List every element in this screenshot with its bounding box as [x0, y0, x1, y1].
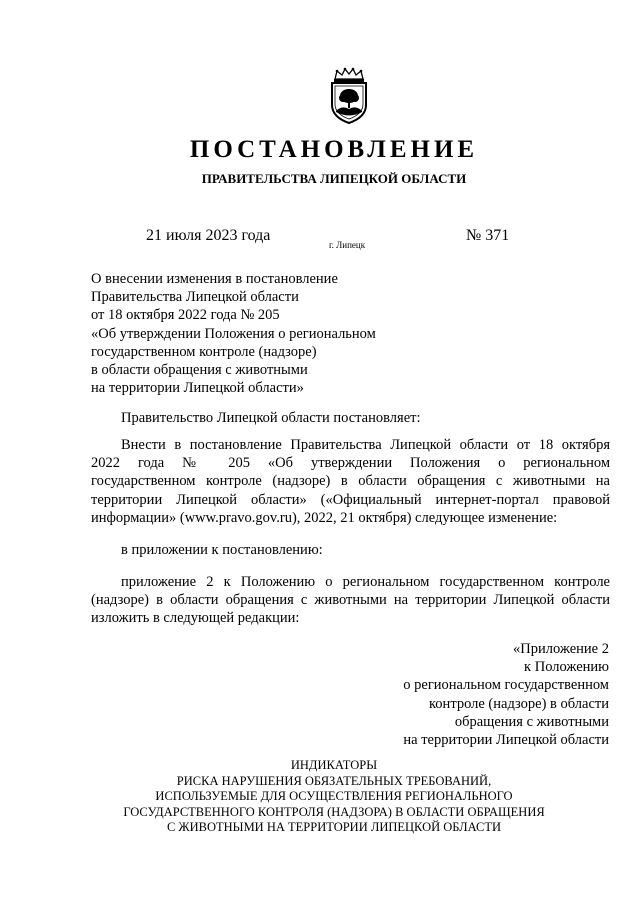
paragraph-line: в приложении к постановлению: — [121, 542, 323, 558]
heading-line: от 18 октября 2022 года № 205 — [91, 307, 280, 324]
amendment-paragraph — [91, 436, 610, 527]
appendix-line: «Приложение 2 — [513, 641, 609, 657]
heading-line: Правительства Липецкой области — [91, 289, 299, 306]
paragraph-line: информации» (www.pravo.gov.ru), 2022, 21 октября) следующее изменение: — [91, 509, 558, 526]
annex-paragraph — [91, 541, 610, 559]
paragraph-line: (надзоре) в области обращения с животными на территории Липецкой области — [91, 592, 610, 609]
decree-heading — [91, 270, 376, 397]
indicators-line: ИНДИКАТОРЫ — [290, 758, 378, 772]
heading-line: «Об утверждении Положения о региональном — [91, 325, 376, 342]
decree-statement — [91, 409, 610, 427]
appendix-line: на территории Липецкой области — [403, 732, 609, 749]
indicators-line: РИСКА НАРУШЕНИЯ ОБЯЗАТЕЛЬНЫХ ТРЕБОВАНИЙ, — [176, 773, 492, 788]
indicators-line: ГОСУДАРСТВЕННОГО КОНТРОЛЯ (НАДЗОРА) В ОБЛАСТИ ОБРАЩЕНИЯ — [123, 804, 545, 819]
paragraph-line: территории Липецкой области» («Официальный интернет-портал правовой — [91, 491, 610, 508]
appendix-line: о региональном государственном — [403, 677, 609, 694]
paragraph-line: Внести в постановление Правительства Липецкой области от 18 октября — [121, 437, 610, 453]
document-date: 21 июля 2023 года — [146, 227, 271, 244]
heading-line: О внесении изменения в постановление — [91, 271, 338, 287]
document-subtitle: ПРАВИТЕЛЬСТВА ЛИПЕЦКОЙ ОБЛАСТИ — [201, 171, 467, 186]
appendix-reference — [403, 640, 609, 749]
decree-statement-text: Правительство Липецкой области постановляет: — [121, 410, 421, 426]
heading-line: в области обращения с животными — [91, 362, 308, 379]
paragraph-line: 2022 года № 205 «Об утверждении Положения о региональном — [91, 455, 610, 472]
paragraph-line: государственном контроле (надзоре) в области обращения с животными на — [91, 473, 610, 490]
indicators-line: ИСПОЛЬЗУЕМЫЕ ДЛЯ ОСУЩЕСТВЛЕНИЯ РЕГИОНАЛЬНОГО — [155, 789, 513, 803]
heading-line: государственном контроле (надзоре) — [91, 343, 317, 360]
appendix-line: обращения с животными — [454, 713, 609, 730]
appendix-line: к Положению — [524, 659, 609, 676]
document-city: г. Липецк — [329, 240, 366, 250]
coat-of-arms-icon — [327, 67, 371, 125]
paragraph-line: приложение 2 к Положению о региональном государственном контроле — [121, 574, 610, 590]
document-number: № 371 — [466, 227, 510, 244]
appendix-change-paragraph — [91, 573, 610, 628]
indicators-heading — [0, 758, 640, 836]
heading-line: на территории Липецкой области» — [91, 380, 304, 397]
indicators-line: С ЖИВОТНЫМИ НА ТЕРРИТОРИИ ЛИПЕЦКОЙ ОБЛАСТИ — [166, 820, 502, 834]
paragraph-line: изложить в следующей редакции: — [91, 610, 300, 627]
document-title: ПОСТАНОВЛЕНИЕ — [189, 136, 479, 163]
appendix-line: контроле (надзоре) в области — [429, 695, 609, 712]
